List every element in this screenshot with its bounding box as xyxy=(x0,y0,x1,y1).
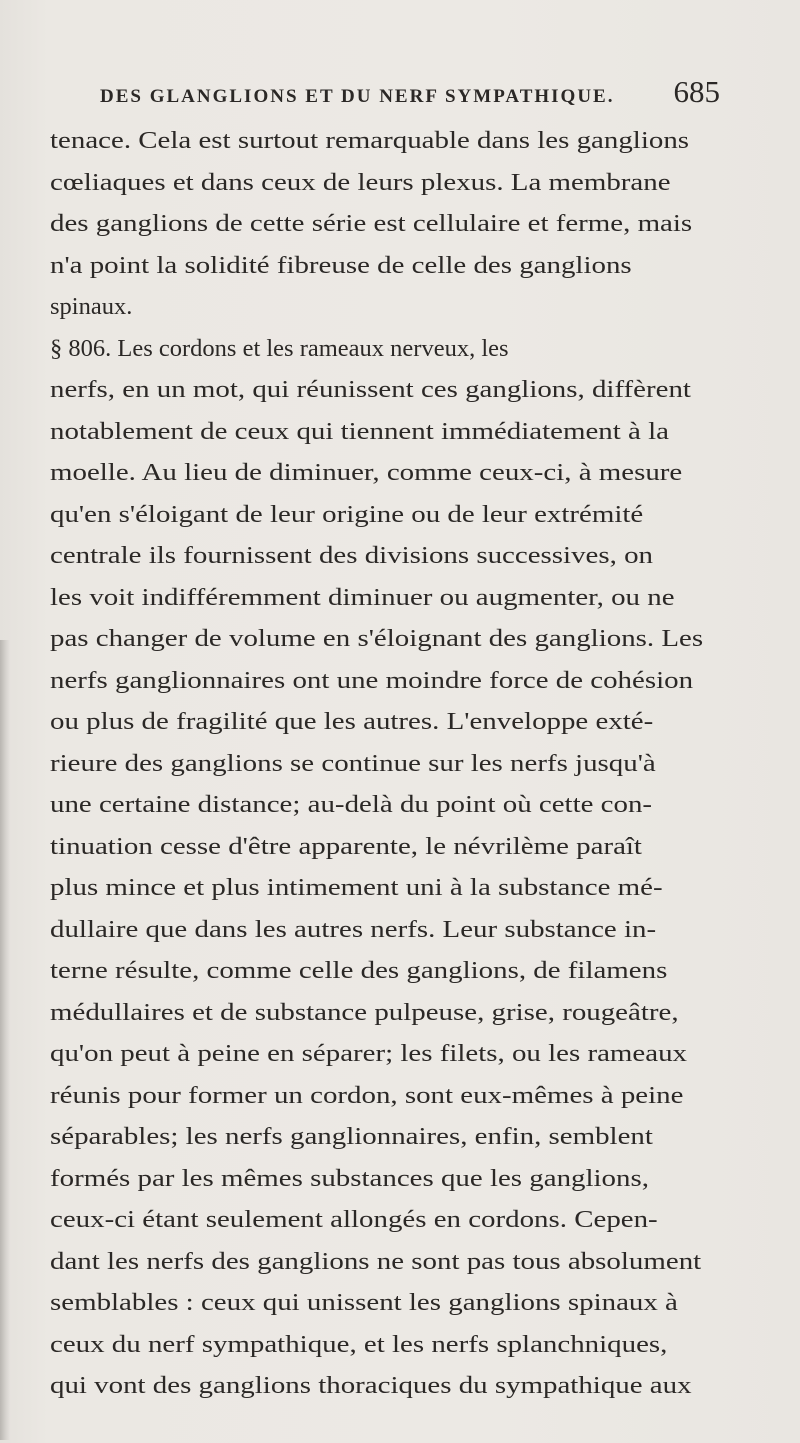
text-line: dullaire que dans les autres nerfs. Leur substance in- xyxy=(50,915,657,943)
text-line: tinuation cesse d'être apparente, le névrilème paraît xyxy=(50,832,642,860)
text-line: qui vont des ganglions thoraciques du sympathique aux xyxy=(50,1372,692,1399)
text-line: cœliaques et dans ceux de leurs plexus. La membrane xyxy=(50,168,671,196)
text-line: nerfs, en un mot, qui réunissent ces ganglions, diffèrent xyxy=(50,376,691,403)
text-line: réunis pour former un cordon, sont eux-mêmes à peine xyxy=(50,1081,684,1109)
text-line: centrale ils fournissent des divisions successives, on xyxy=(50,542,653,569)
text-line: plus mince et plus intimement uni à la substance mé- xyxy=(50,874,663,901)
text-line: dant les nerfs des ganglions ne sont pas tous absolument xyxy=(50,1247,702,1275)
text-line: § 806. Les cordons et les rameaux nerveux, les xyxy=(50,334,509,362)
running-head: DES GLANGLIONS ET DU NERF SYMPATHIQUE. xyxy=(100,86,615,107)
body-text xyxy=(50,121,730,1411)
text-line: moelle. Au lieu de diminuer, comme ceux-ci, à mesure xyxy=(50,459,683,486)
text-line: notablement de ceux qui tiennent immédiatement à la xyxy=(50,417,669,445)
text-line: des ganglions de cette série est cellulaire et ferme, mais xyxy=(50,210,693,237)
text-line: séparables; les nerfs ganglionnaires, enfin, semblent xyxy=(50,1123,653,1150)
text-line: formés par les mêmes substances que les ganglions, xyxy=(50,1164,649,1192)
text-line: terne résulte, comme celle des ganglions, de filamens xyxy=(50,957,668,984)
text-line: ceux-ci étant seulement allongés en cordons. Cepen- xyxy=(50,1206,658,1233)
page-gutter-shadow xyxy=(0,640,10,1440)
page-header xyxy=(100,74,720,118)
text-line: qu'en s'éloigant de leur origine ou de leur extrémité xyxy=(50,500,644,528)
text-line: tenace. Cela est surtout remarquable dans les ganglions xyxy=(50,127,690,154)
text-line: ceux du nerf sympathique, et les nerfs splanchniques, xyxy=(50,1330,668,1358)
text-line: spinaux. xyxy=(50,293,133,320)
text-line: les voit indifféremment diminuer ou augmenter, ou ne xyxy=(50,583,675,611)
text-line: nerfs ganglionnaires ont une moindre force de cohésion xyxy=(50,666,694,694)
text-line: médullaires et de substance pulpeuse, grise, rougeâtre, xyxy=(50,998,679,1026)
text-line: pas changer de volume en s'éloignant des ganglions. Les xyxy=(50,625,704,652)
text-line: ou plus de fragilité que les autres. L'enveloppe exté- xyxy=(50,708,654,735)
text-line: qu'on peut à peine en séparer; les filets, ou les rameaux xyxy=(50,1040,687,1067)
text-line: n'a point la solidité fibreuse de celle des ganglions xyxy=(50,251,632,279)
text-line: une certaine distance; au-delà du point où cette con- xyxy=(50,791,653,818)
text-line: semblables : ceux qui unissent les ganglions spinaux à xyxy=(50,1289,678,1316)
page-number: 685 xyxy=(673,74,720,109)
text-line: rieure des ganglions se continue sur les nerfs jusqu'à xyxy=(50,749,656,777)
